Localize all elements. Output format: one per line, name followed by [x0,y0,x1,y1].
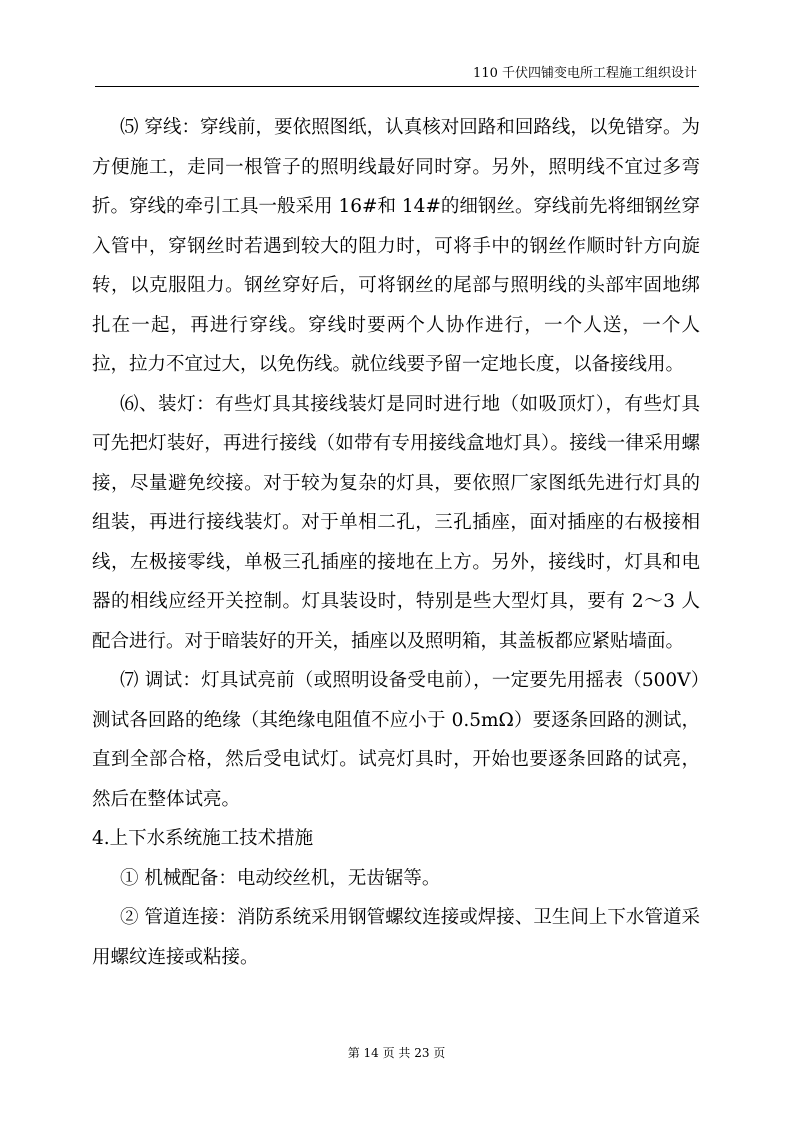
paragraph-lamp-install: ⑹、装灯：有些灯具其接线装灯是同时进行地（如吸顶灯），有些灯具可先把灯装好，再进行接线（如带有专用接线盒地灯具）。接线一律采用螺接，尽量避免绞接。对于较为复杂的灯具，要依照厂家图纸先进行灯具的组装，再进行接线装灯。对于单相二孔，三孔插座，面对插座的右极接相线，左极接零线，单极三孔插座的接地在上方。另外，接线时，灯具和电器的相线应经开关控制。灯具装设时，特别是些大型灯具，要有 2～3 人配合进行。对于暗装好的开关，插座以及照明箱，其盖板都应紧贴墙面。 [92,393,700,652]
header-divider [95,86,699,87]
list-item: ① 机械配备：电动绞丝机，无齿锯等。 [120,867,441,889]
section-heading: 4.上下水系统施工技术措施 [92,828,314,849]
paragraph-testing: ⑺ 调试：灯具试亮前（或照明设备受电前），一定要先用摇表（500V）测试各回路的绝缘（其绝缘电阻值不应小于 0.5mΩ）要逐条回路的测试，直到全部合格，然后受电试灯。试亮灯具时，开始也要逐条回路的试亮，然后在整体试亮。 [92,670,700,810]
page-body [92,108,700,977]
paragraph-wiring: ⑸ 穿线：穿线前，要依照图纸，认真核对回路和回路线，以免错穿。为方便施工，走同一根管子的照明线最好同时穿。另外，照明线不宜过多弯折。穿线的牵引工具一般采用 16#和 14#的细钢丝。穿线前先将细钢丝穿入管中，穿钢丝时若遇到较大的阻力时，可将手中的钢丝作顺时针方向旋转，以克服阻力。钢丝穿好后，可将钢丝的尾部与照明线的头部牢固地绑扎在一起，再进行穿线。穿线时要两个人协作进行，一个人送，一个人拉，拉力不宜过大，以免伤线。就位线要予留一定地长度，以备接线用。 [92,117,700,375]
document-title: 110 千伏四铺变电所工程施工组织设计 [473,66,697,81]
page-number: 第 14 页 共 23 页 [347,1046,446,1060]
list-item: ② 管道连接：消防系统采用钢管螺纹连接或焊接、卫生间上下水管道采用螺纹连接或粘接。 [92,907,700,968]
